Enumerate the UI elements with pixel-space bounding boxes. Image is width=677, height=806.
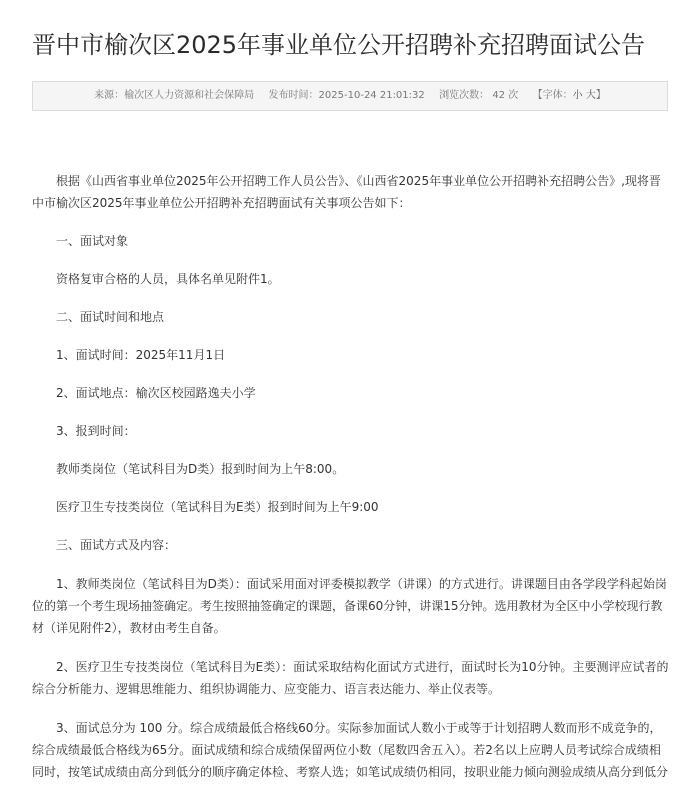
page-title: 晋中市榆次区2025年事业单位公开招聘补充招聘面试公告 — [31, 31, 646, 59]
font-size-label-open: 【字体： — [532, 90, 573, 101]
font-large-link[interactable]: 大 — [585, 90, 596, 101]
paragraph-target-list: 资格复审合格的人员，具体名单见附件1。 — [56, 272, 280, 286]
section-heading-method: 三、面试方式及内容： — [56, 538, 177, 552]
article-body — [32, 170, 669, 783]
views-label: 浏览次数： — [439, 90, 490, 101]
source-label: 来源： — [94, 90, 125, 101]
source-value: 榆次区人力资源和社会保障局 — [124, 90, 255, 101]
views-count: 42 — [492, 90, 506, 101]
paragraph-checkin-time: 3、报到时间： — [56, 424, 136, 438]
font-small-link[interactable]: 小 — [572, 90, 583, 101]
paragraph-intro: 根据《山西省事业单位2025年公开招聘工作人员公告》、《山西省2025年事业单位公开招聘补充招聘公告》,现将晋中市榆次区2025年事业单位公开招聘补充招聘面试有关事项公告如下： — [32, 174, 661, 210]
paragraph-interview-date: 1、面试时间：2025年11月1日 — [56, 348, 226, 362]
paragraph-medical-method: 2、医疗卫生专技类岗位（笔试科目为E类）：面试采取结构化面试方式进行，面试时长为10分钟。主要测评应试者的综合分析能力、逻辑思维能力、组织协调能力、应变能力、语言表达能力、举止仪表等。 — [32, 660, 669, 696]
font-size-label-close: 】 — [595, 90, 606, 101]
article-meta-bar — [32, 81, 668, 111]
views-unit: 次 — [508, 90, 519, 101]
section-heading-time-place: 二、面试时间和地点 — [56, 310, 165, 324]
published-label: 发布时间： — [268, 90, 319, 101]
published-value: 2025-10-24 21:01:32 — [318, 90, 425, 101]
paragraph-teacher-checkin: 教师类岗位（笔试科目为D类）报到时间为上午8:00。 — [56, 462, 345, 476]
paragraph-scoring: 3、面试总分为 100 分。综合成绩最低合格线60分。实际参加面试人数小于或等于计划招聘人数而形不成竞争的，综合成绩最低合格线为65分。面试成绩和综合成绩保留两位小数（尾数四舍五入）。若2名以上应聘人员考试综合成绩相同时，按笔试成绩由高分到低分的顺序确定体检、考察人选；如笔试成绩仍相同，按职业能力倾向测验成绩从高分到低分 — [32, 721, 669, 779]
paragraph-medical-checkin: 医疗卫生专技类岗位（笔试科目为E类）报到时间为上午9:00 — [56, 500, 379, 514]
section-heading-interview-target: 一、面试对象 — [56, 234, 129, 248]
paragraph-teacher-method: 1、教师类岗位（笔试科目为D类）：面试采用面对评委模拟教学（讲课）的方式进行。讲课题目由各学段学科起始岗位的第一个考生现场抽签确定。考生按照抽签确定的课题，备课60分钟，讲课15分钟。选用教材为全区中小学校现行教材（详见附件2），教材由考生自备。 — [32, 577, 667, 635]
paragraph-interview-location: 2、面试地点：榆次区校园路逸夫小学 — [56, 386, 256, 400]
